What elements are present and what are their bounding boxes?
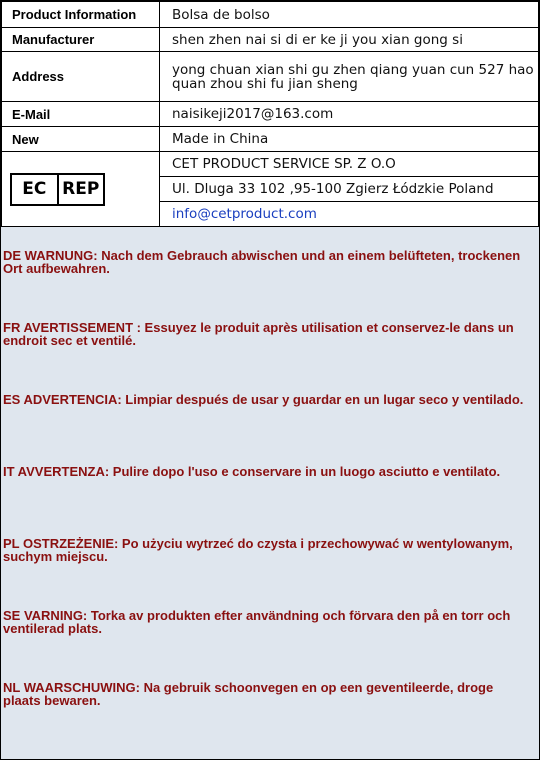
label-email: E-Mail bbox=[2, 102, 160, 127]
label-manufacturer: Manufacturer bbox=[2, 28, 160, 52]
ec-rep-name: CET PRODUCT SERVICE SP. Z O.O bbox=[160, 152, 538, 177]
value-address: yong chuan xian shi gu zhen qiang yuan cun 527 hao quan zhou shi fu jian sheng bbox=[160, 52, 539, 102]
row-product-information bbox=[2, 2, 539, 28]
warning-fr: FR AVERTISSEMENT : Essuyez le produit après utilisation et conservez-le dans un endroit sec et ventilé. bbox=[3, 320, 514, 348]
row-ec-rep bbox=[2, 152, 539, 227]
warning-es: ES ADVERTENCIA: Limpiar después de usar y guardar en un lugar seco y ventilado. bbox=[3, 392, 524, 407]
label-new: New bbox=[2, 127, 160, 152]
label-address: Address bbox=[2, 52, 160, 102]
ec-rep-logo-cell bbox=[2, 152, 160, 227]
warning-it: IT AVVERTENZA: Pulire dopo l'uso e conservare in un luogo asciutto e ventilato. bbox=[3, 464, 501, 479]
value-manufacturer: shen zhen nai si di er ke ji you xian gong si bbox=[160, 28, 539, 52]
ec-rep-details-cell bbox=[160, 152, 539, 227]
value-product-information: Bolsa de bolso bbox=[160, 2, 539, 28]
ec-rep-logo-ec: EC bbox=[12, 175, 59, 204]
ec-rep-logo-rep: REP bbox=[62, 179, 100, 199]
row-address bbox=[2, 52, 539, 102]
label-product-information: Product Information bbox=[2, 2, 160, 28]
ec-rep-logo bbox=[10, 173, 105, 206]
ec-rep-email-link[interactable]: info@cetproduct.com bbox=[172, 206, 317, 222]
warning-se: SE VARNING: Torka av produkten efter användning och förvara den på en torr och ventilerad plats. bbox=[3, 608, 511, 636]
warning-nl: NL WAARSCHUWING: Na gebruik schoonvegen en op een geventileerde, droge plaats bewaren. bbox=[3, 680, 494, 708]
row-new bbox=[2, 127, 539, 152]
value-email: naisikeji2017@163.com bbox=[160, 102, 539, 127]
warning-de: DE WARNUNG: Nach dem Gebrauch abwischen und an einem belüfteten, trockenen Ort aufbewahren. bbox=[3, 248, 521, 276]
row-manufacturer bbox=[2, 28, 539, 52]
ec-rep-address: Ul. Dluga 33 102 ,95-100 Zgierz Łódzkie Poland bbox=[160, 177, 538, 202]
value-new: Made in China bbox=[160, 127, 539, 152]
product-info-table bbox=[1, 1, 539, 227]
warning-pl: PL OSTRZEŻENIE: Po użyciu wytrzeć do czysta i przechowywać w wentylowanym, suchym miejscu. bbox=[3, 536, 513, 564]
row-email bbox=[2, 102, 539, 127]
